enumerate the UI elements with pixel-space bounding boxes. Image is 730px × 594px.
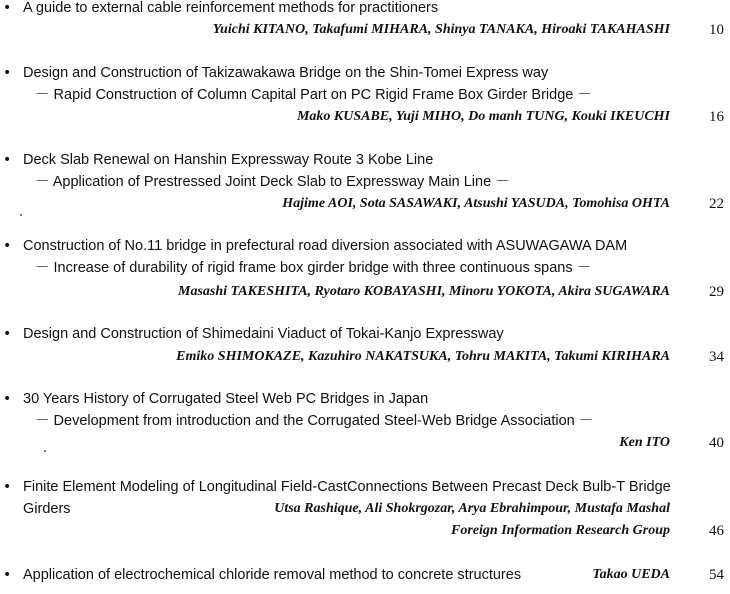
entry-title[interactable]: 30 Years History of Corrugated Steel Web PC Bridges in Japan <box>23 391 429 407</box>
entry-title[interactable]: Deck Slab Renewal on Hanshin Expressway Route 3 Kobe Line <box>23 152 434 168</box>
entry-page-number: 22 <box>709 196 724 212</box>
bullet-icon: • <box>3 326 12 342</box>
entry-authors: Mako KUSABE, Yuji MIHO, Do manh TUNG, Kouki IKEUCHI <box>296 109 670 124</box>
bullet-icon: • <box>3 65 12 81</box>
scan-speck <box>20 214 22 216</box>
entry-authors: Emiko SHIMOKAZE, Kazuhiro NAKATSUKA, Tohru MAKITA, Takumi KIRIHARA <box>176 349 670 364</box>
entry-authors-affiliation: Foreign Information Research Group <box>451 523 670 538</box>
entry-page-number: 29 <box>709 284 724 300</box>
entry-title[interactable]: Construction of No.11 bridge in prefectural road diversion associated with ASUWAGAWA DAM <box>23 238 628 254</box>
entry-authors: Yuichi KITANO, Takafumi MIHARA, Shinya TANAKA, Hiroaki TAKAHASHI <box>212 22 670 37</box>
bullet-icon: • <box>3 0 12 16</box>
entry-title-continued[interactable]: Girders <box>23 501 71 517</box>
entry-title[interactable]: Finite Element Modeling of Longitudinal Field-CastConnections Between Precast Deck Bulb-T Bridge <box>23 479 671 495</box>
entry-authors: Takao UEDA <box>592 567 670 582</box>
entry-title[interactable]: Design and Construction of Shimedaini Viaduct of Tokai-Kanjo Expressway <box>23 326 504 342</box>
bullet-icon: • <box>3 479 12 495</box>
bullet-icon: • <box>3 238 12 254</box>
entry-authors: Ken ITO <box>619 435 670 450</box>
entry-authors: Hajime AOI, Sota SASAWAKI, Atsushi YASUDA, Tomohisa OHTA <box>282 196 670 211</box>
entry-subtitle: － Increase of durability of rigid frame box girder bridge with three continuous spans － <box>35 260 592 276</box>
entry-page-number: 46 <box>709 523 724 539</box>
entry-subtitle: － Development from introduction and the Corrugated Steel-Web Bridge Association － <box>35 413 594 429</box>
bullet-icon: • <box>3 567 12 583</box>
entry-page-number: 54 <box>709 567 724 583</box>
entry-title[interactable]: Application of electrochemical chloride removal method to concrete structures <box>23 567 522 583</box>
entry-title[interactable]: A guide to external cable reinforcement methods for practitioners <box>23 0 439 16</box>
entry-page-number: 16 <box>709 109 724 125</box>
entry-page-number: 40 <box>709 435 724 451</box>
bullet-icon: • <box>3 152 12 168</box>
bullet-icon: • <box>3 391 12 407</box>
scan-speck <box>44 450 46 452</box>
entry-title[interactable]: Design and Construction of Takizawakawa Bridge on the Shin-Tomei Express way <box>23 65 549 81</box>
entry-authors: Masashi TAKESHITA, Ryotaro KOBAYASHI, Minoru YOKOTA, Akira SUGAWARA <box>178 284 670 299</box>
entry-page-number: 10 <box>709 22 724 38</box>
entry-page-number: 34 <box>709 349 724 365</box>
entry-subtitle: － Application of Prestressed Joint Deck Slab to Expressway Main Line － <box>35 174 510 190</box>
entry-authors: Utsa Rashique, Ali Shokrgozar, Arya Ebrahimpour, Mustafa Mashal <box>274 501 670 516</box>
entry-subtitle: － Rapid Construction of Column Capital Part on PC Rigid Frame Box Girder Bridge － <box>35 87 592 103</box>
